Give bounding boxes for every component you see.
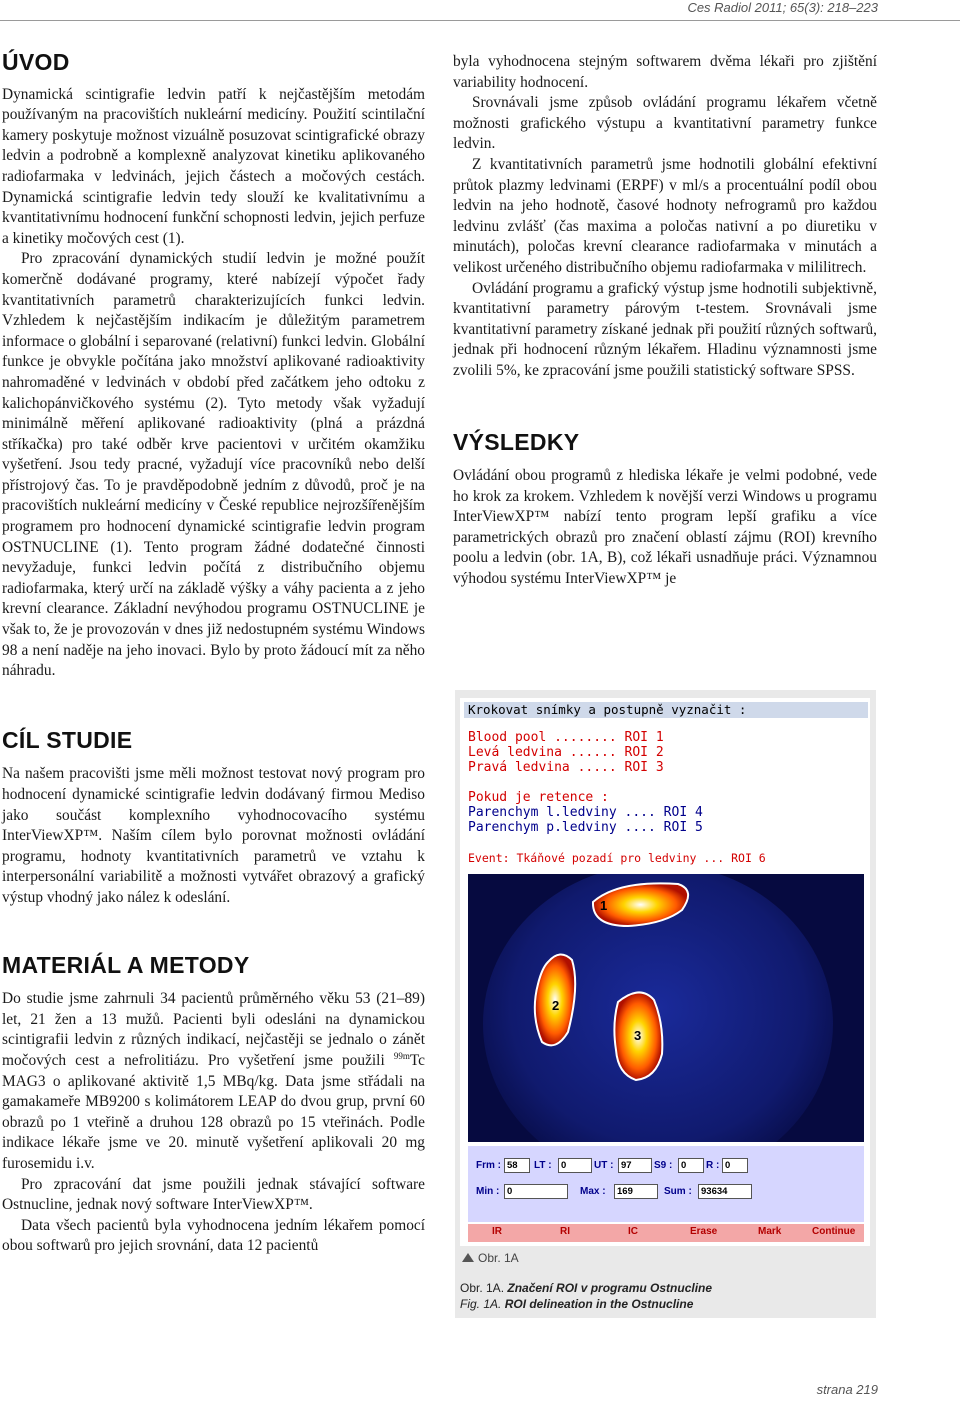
header-rule bbox=[0, 20, 960, 21]
caption-english bbox=[460, 1297, 693, 1311]
parameter-panel bbox=[468, 1146, 864, 1222]
sum-label: Sum : bbox=[664, 1186, 692, 1197]
roi-number-2: 2 bbox=[552, 998, 560, 1013]
max-field[interactable]: 169 bbox=[614, 1184, 658, 1199]
right-paragraph-3: Z kvantitativních parametrů jsme hodnotili globální efektivní průtok plazmy ledvinami (ERPF) v ml/s a procentuální podíl obou ledvin na jeho hodnotě, časové hodnoty nefrogramů pro každou ledvinu zvlášť (čas maxima a poločas nativní a po diuretiku v minutách), poločas krevní clearance radiofarmaka v minutách a velikost určeného distribučního objemu radiofarmaka v mililitrech. bbox=[453, 155, 877, 276]
page-number: strana 219 bbox=[816, 1382, 878, 1397]
frm-label: Frm : bbox=[476, 1160, 501, 1171]
screenshot-button-bar bbox=[468, 1224, 864, 1242]
max-label: Max : bbox=[580, 1186, 606, 1197]
roi-line-2: Levá ledvina ...... ROI 2 bbox=[468, 745, 664, 760]
roi-line-1: Blood pool ........ ROI 1 bbox=[468, 730, 664, 745]
ut-label: UT : bbox=[594, 1160, 614, 1171]
figure-label bbox=[462, 1251, 519, 1265]
material-paragraph-1 bbox=[2, 989, 425, 1174]
s9-field[interactable]: 0 bbox=[678, 1158, 704, 1173]
r-label: R : bbox=[706, 1160, 720, 1171]
frm-field[interactable]: 58 bbox=[504, 1158, 530, 1173]
min-label: Min : bbox=[476, 1186, 500, 1197]
journal-header: Ces Radiol 2011; 65(3): 218–223 bbox=[687, 0, 878, 15]
right-paragraph-2: Srovnávali jsme způsob ovládání programu lékařem včetně možnosti grafického výstupu a kvantitativní parametry funkce ledvin. bbox=[453, 94, 877, 153]
vysledky-heading: VÝSLEDKY bbox=[453, 428, 580, 455]
sum-field[interactable]: 93634 bbox=[698, 1184, 752, 1199]
material-heading: MATERIÁL A METODY bbox=[2, 951, 250, 978]
uvod-paragraph-2: Pro zpracování dynamických studií ledvin je možné použít komerčně dodávané programy, které nabízejí výpočet řady kvantitativních parametrů charakterizujících funkci ledvin. Vzhledem k nejčastějším indikacím je důležitým parametrem informace o globální i separované (relativní) funkci ledvin. Globální funkce je obvykle počítána jako množství aplikované radioaktivity nahromaděné v ledvinách v období před začátkem jeho odtoku z kalichopánvičkového systému (2). Tyto metody však vyžadují minimálně měření aplikované radioaktivity (plná a prázdná stříkačka) pro také odběr krve pacientovi v určitém okamžiku vyšetření. Jsou tedy pracné, vyžadují více pracovníků nebo delší přístrojový čas. To je pravděpodobně jedním z důvodů, proč je na pracovištích nukleární medicíny v České republice nejrozšířenějším programem pro hodnocení dynamické scintigrafie ledvin program OSTNUCLINE (1). Tento program žádné dodatečné činnosti nevyžaduje, funkci ledvin počítá z distribučního objemu radiofarmaka, který určí na základě výšky a váhy pacienta a z jeho krevní clearance. Základní nevýhodou programu OSTNUCLINE je však to, že je provozován v dnes již nedostupném systému Windows 98 a není naděje na jeho inovaci. Bylo by proto žádoucí mít za něho náhradu. bbox=[2, 250, 425, 680]
ic-button[interactable]: IC bbox=[628, 1226, 638, 1237]
roi-line-3: Pravá ledvina ..... ROI 3 bbox=[468, 760, 664, 775]
caption-english-text: ROI delineation in the Ostnucline bbox=[504, 1297, 694, 1311]
caption-czech-text: Značení ROI v programu Ostnucline bbox=[507, 1281, 713, 1295]
scan-svg bbox=[468, 874, 864, 1142]
right-paragraph-4: Ovládání programu a grafický výstup jsme hodnotili subjektivně, kvantitativní parametry párovým t-testem. Srovnávali jsme kvantitativní parametry získané jednak při použití různých softwarů, jednak při hodnocení různým lékařem. Hladinu významnosti jsme zvolili 5%, ke zpracování jsme použili statistický software SPSS. bbox=[453, 279, 877, 379]
ostnucline-screenshot bbox=[460, 698, 870, 1246]
material-paragraph-2: Pro zpracování dat jsme použili jednak stávající software Ostnucline, jednak nový software InterViewXP™. bbox=[2, 1175, 425, 1214]
vysledky-paragraph: Ovládání obou programů z hlediska lékaře je velmi podobné, vede ho krok za krokem. Vzhledem k novější verzi Windows u programu InterViewXP™ nabízí tento program lepší grafiku a více parametrických obrazů pro značení oblastí zájmu (ROI) krevního poolu a ledvin (obr. 1A, B), což lékaři usnadňuje práci. Významnou výhodou systému InterViewXP™ je bbox=[453, 467, 877, 588]
continue-button[interactable]: Continue bbox=[812, 1226, 856, 1237]
right-column bbox=[453, 52, 877, 590]
lt-label: LT : bbox=[534, 1160, 552, 1171]
retence-title: Pokud je retence : bbox=[468, 790, 609, 805]
caption-english-prefix: Fig. 1A. bbox=[460, 1297, 505, 1311]
uvod-paragraph-1: Dynamická scintigrafie ledvin patří k nejčastějším metodám používaným na pracovištích nukleární medicíny. Použití scintilační kamery poskytuje možnost vizuálně posuzovat scintigrafické obrazy ledvin a podrobně a komplexně analyzovat kinetiku aplikovaného radiofarmaka v ledvinách, jejich částech a močových cestách. Dynamická scintigrafie ledvin tedy slouží ke kvalitativnímu a kvantitativnímu hodnocení funkční schopnosti ledvin, jejich perfuze a kinetiky močových cest (1). bbox=[2, 85, 425, 247]
r-field[interactable]: 0 bbox=[722, 1158, 748, 1173]
s9-label: S9 : bbox=[654, 1160, 673, 1171]
caption-czech bbox=[460, 1281, 712, 1295]
roi-number-3: 3 bbox=[634, 1028, 642, 1043]
renal-scan-image bbox=[468, 874, 864, 1142]
ut-field[interactable]: 97 bbox=[618, 1158, 652, 1173]
event-line: Event: Tkáňové pozadí pro ledviny ... ROI 6 bbox=[468, 851, 766, 865]
min-field[interactable]: 0 bbox=[504, 1184, 568, 1199]
roi-number-1: 1 bbox=[600, 898, 608, 913]
lt-field[interactable]: 0 bbox=[558, 1158, 592, 1173]
retence-line-2: Parenchym p.ledviny .... ROI 5 bbox=[468, 820, 703, 835]
ir-button[interactable]: IR bbox=[492, 1226, 502, 1237]
material-text-a: Do studie jsme zahrnuli 34 pacientů průměrného věku 53 (21–89) let, 21 žen a 13 mužů. Pacienti byli odesláni na dynamickou scintigrafii ledvin z různých indikací, nejčastěji se jednalo o zánět močových cest a nefrolitiázu. Pro vyšetření jsme použili bbox=[2, 990, 425, 1069]
cil-heading: CÍL STUDIE bbox=[2, 726, 133, 753]
erase-button[interactable]: Erase bbox=[690, 1226, 718, 1237]
material-paragraph-3: Data všech pacientů byla vyhodnocena jedním lékařem pomocí obou softwarů pro jejich srovnání, data 12 pacientů bbox=[2, 1216, 425, 1255]
retence-line-1: Parenchym l.ledviny .... ROI 4 bbox=[468, 805, 703, 820]
cil-paragraph: Na našem pracovišti jsme měli možnost testovat nový program pro hodnocení dynamické scintigrafie ledvin dodávaný firmou Mediso jako součást komplexního vyhodnocovacího systému InterViewXP™. Naším cílem bylo porovnat možnosti ovládání programu, hodnoty kvantitativních parametrů ve vztahu k interpersonální variabilitě a možnosti vytvářet obrazový a grafický výstup vhodný jako nález k odeslání. bbox=[2, 765, 425, 906]
isotope-superscript: 99m bbox=[393, 1050, 410, 1061]
triangle-icon bbox=[462, 1253, 474, 1262]
screenshot-title: Krokovat snímky a postupně vyznačit : bbox=[464, 702, 868, 718]
caption-czech-prefix: Obr. 1A. bbox=[460, 1281, 508, 1295]
material-text-b: Tc MAG3 o aplikované aktivitě 1,5 MBq/kg. Data jsme střádali na gamakameře MB9200 s kolimátorem LEAP do dvou grup, první 60 obrazů po 1 vteřině a druhou 128 obrazů po 15 vteřinách. Podle indikace lékaře jsme ve 20. minutě vyšetření aplikovali 20 mg furosemidu i.v. bbox=[2, 1051, 425, 1172]
figure-label-text: Obr. 1A bbox=[478, 1251, 519, 1265]
mark-button[interactable]: Mark bbox=[758, 1226, 782, 1237]
right-paragraph-1: byla vyhodnocena stejným softwarem dvěma lékaři pro zjištění variability hodnocení. bbox=[453, 53, 877, 91]
ri-button[interactable]: RI bbox=[560, 1226, 570, 1237]
left-column bbox=[2, 49, 425, 1257]
uvod-heading: ÚVOD bbox=[2, 49, 70, 75]
